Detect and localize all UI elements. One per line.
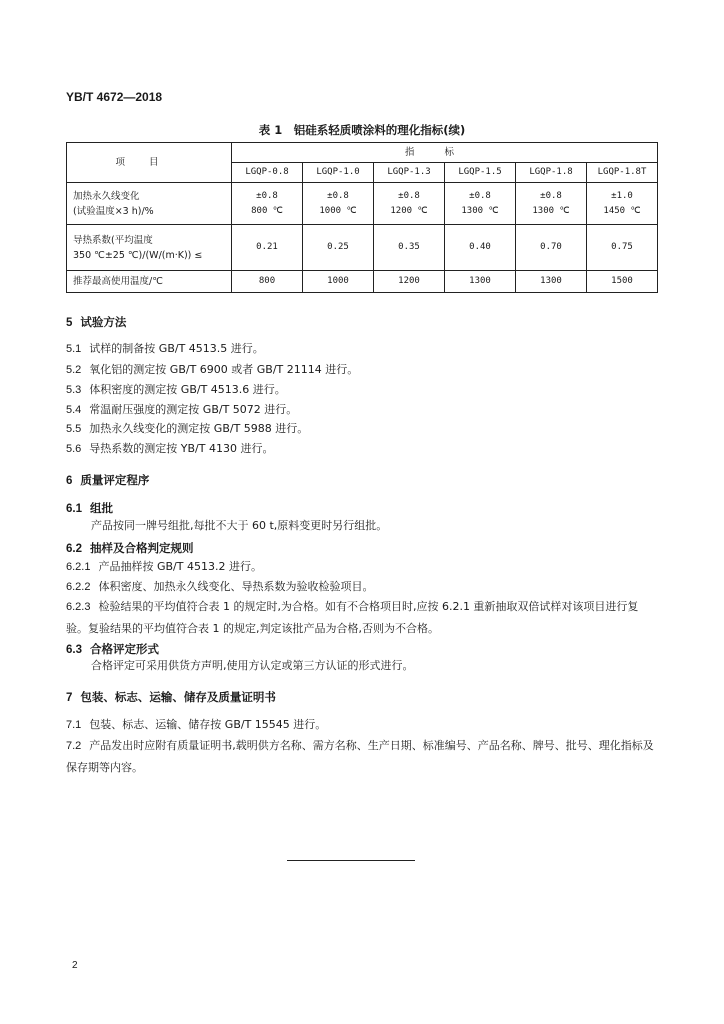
table-cell: ±0.8 800 ℃ xyxy=(232,183,303,225)
page-number: 2 xyxy=(72,960,78,971)
clause-5-6: 5.6 导热系数的测定按 YB/T 4130 进行。 xyxy=(66,442,274,455)
table-cell: 0.70 xyxy=(516,225,587,271)
clause-6-2-3: 6.2.3 检验结果的平均值符合表 1 的规定时,为合格。如有不合格项目时,应按 6.2.1 重新抽取双倍试样对该项目进行复验。复验结果的平均值符合表 1 的规定,判定该批产品为合格,否则为不合格。 xyxy=(66,600,639,635)
table-cell: 0.35 xyxy=(374,225,445,271)
clause-5-5: 5.5 加热永久线变化的测定按 GB/T 5988 进行。 xyxy=(66,422,309,435)
clause-6-1-text: 产品按同一牌号组批,每批不大于 60 t,原料变更时另行组批。 xyxy=(91,519,388,532)
table-cell: ±1.0 1450 ℃ xyxy=(587,183,658,225)
grade-header: LGQP-1.8T xyxy=(587,163,658,183)
table-cell: ±0.8 1300 ℃ xyxy=(516,183,587,225)
table-title: 表 1 铝硅系轻质喷涂料的理化指标(续) xyxy=(258,123,466,137)
row-label: 加热永久线变化 (试验温度×3 h)/% xyxy=(67,183,232,225)
grade-header: LGQP-1.3 xyxy=(374,163,445,183)
header-index: 指标 xyxy=(232,143,658,163)
grade-header: LGQP-0.8 xyxy=(232,163,303,183)
table-cell: ±0.8 1200 ℃ xyxy=(374,183,445,225)
table-row xyxy=(67,271,658,293)
grade-header: LGQP-1.5 xyxy=(445,163,516,183)
section-6-heading: 6 质量评定程序 xyxy=(66,473,150,487)
section-7-heading: 7 包装、标志、运输、储存及质量证明书 xyxy=(66,690,276,704)
row-label: 导热系数(平均温度 350 ℃±25 ℃)/(W/(m·K)) ≤ xyxy=(67,225,232,271)
grade-header: LGQP-1.0 xyxy=(303,163,374,183)
grade-header: LGQP-1.8 xyxy=(516,163,587,183)
table-cell: 800 xyxy=(232,271,303,293)
clause-7-2: 7.2 产品发出时应附有质量证明书,载明供方名称、需方名称、生产日期、标准编号、产品名称、牌号、批号、理化指标及保存期等内容。 xyxy=(66,739,654,774)
table-cell: 1300 xyxy=(516,271,587,293)
table-row xyxy=(67,183,658,225)
clause-7-1: 7.1 包装、标志、运输、储存按 GB/T 15545 进行。 xyxy=(66,718,327,731)
row-label: 推荐最高使用温度/℃ xyxy=(67,271,232,293)
clause-5-1: 5.1 试样的制备按 GB/T 4513.5 进行。 xyxy=(66,342,264,355)
table-cell: 1000 xyxy=(303,271,374,293)
clause-6-2-1: 6.2.1 产品抽样按 GB/T 4513.2 进行。 xyxy=(66,560,262,573)
spec-table xyxy=(66,142,658,293)
clause-6-2-heading: 6.2 抽样及合格判定规则 xyxy=(66,541,194,555)
clause-6-2-2: 6.2.2 体积密度、加热永久线变化、导热系数为验收检验项目。 xyxy=(66,580,374,593)
table-cell: 0.40 xyxy=(445,225,516,271)
standard-code: YB/T 4672—2018 xyxy=(66,90,163,104)
clause-6-3-heading: 6.3 合格评定形式 xyxy=(66,642,159,656)
table-cell: 0.25 xyxy=(303,225,374,271)
clause-5-4: 5.4 常温耐压强度的测定按 GB/T 5072 进行。 xyxy=(66,403,298,416)
table-cell: ±0.8 1300 ℃ xyxy=(445,183,516,225)
table-cell: 1200 xyxy=(374,271,445,293)
clause-5-3: 5.3 体积密度的测定按 GB/T 4513.6 进行。 xyxy=(66,383,286,396)
header-item: 项目 xyxy=(67,143,232,183)
table-cell: 1500 xyxy=(587,271,658,293)
table-cell: 1300 xyxy=(445,271,516,293)
clause-5-2: 5.2 氧化铝的测定按 GB/T 6900 或者 GB/T 21114 进行。 xyxy=(66,363,359,376)
clause-6-1-heading: 6.1 组批 xyxy=(66,501,113,515)
table-cell: ±0.8 1000 ℃ xyxy=(303,183,374,225)
clause-6-3-text: 合格评定可采用供货方声明,使用方认定或第三方认证的形式进行。 xyxy=(91,659,414,672)
section-5-heading: 5 试验方法 xyxy=(66,315,127,329)
table-row xyxy=(67,225,658,271)
table-cell: 0.75 xyxy=(587,225,658,271)
end-rule xyxy=(287,860,415,861)
table-cell: 0.21 xyxy=(232,225,303,271)
